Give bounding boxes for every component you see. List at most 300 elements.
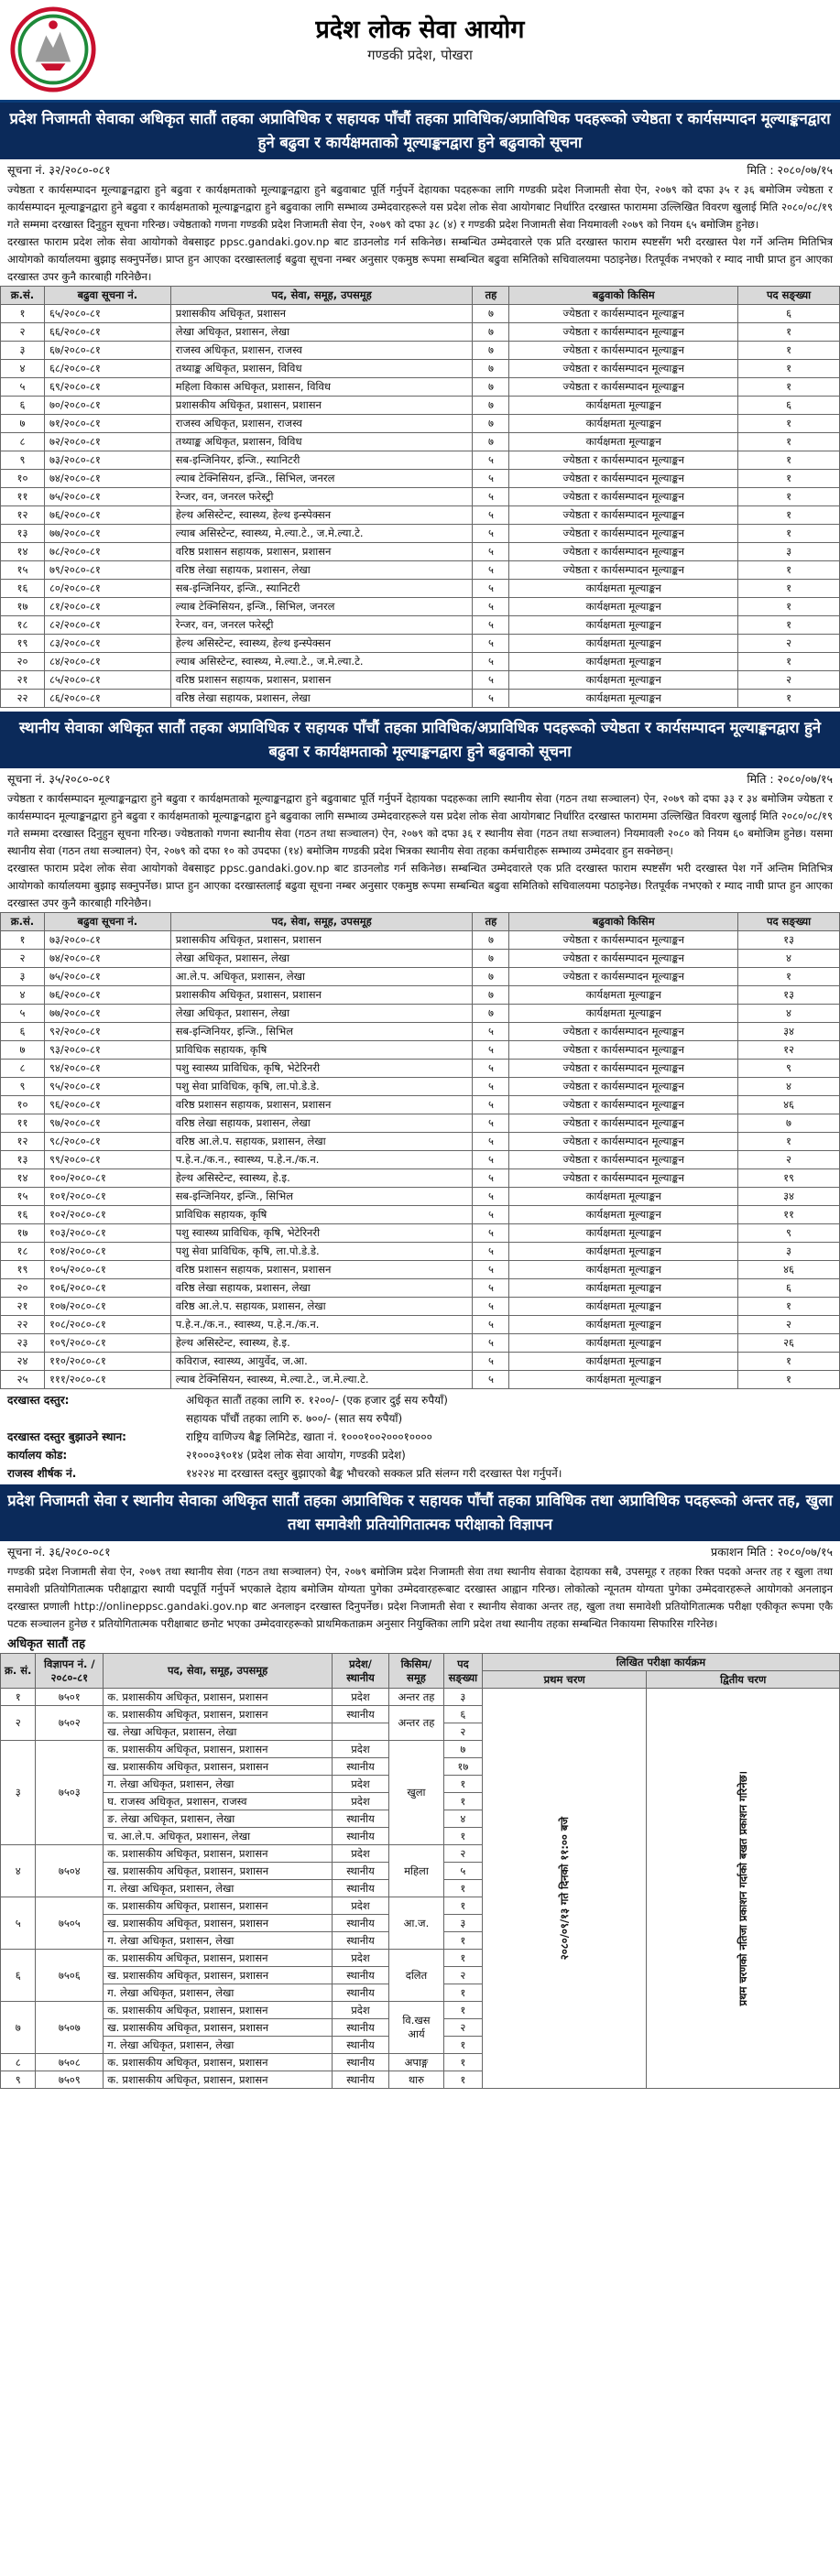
ad-count: ७ (443, 1741, 482, 1758)
fee-label: राजस्व शीर्षक नं. (7, 1467, 77, 1480)
table-cell: १७ (1, 598, 45, 616)
table-row (1, 1023, 840, 1041)
table-cell: ४ (1, 986, 45, 1005)
table-cell: ज्येष्ठता र कार्यसम्पादन मूल्याङ्कन (509, 506, 738, 525)
table-row (1, 1114, 840, 1133)
table-row (1, 360, 840, 378)
section1-table (0, 286, 840, 708)
column-header: तह (473, 913, 509, 931)
table-row (1, 950, 840, 968)
section1-notice-no: सूचना नं. ३२/२०८०-०८१ (7, 163, 111, 177)
table-cell: ज्येष्ठता र कार्यसम्पादन मूल्याङ्कन (509, 378, 738, 397)
ad-count: १ (443, 1984, 482, 2002)
table-cell: १ (738, 690, 840, 708)
table-cell: ५ (473, 1151, 509, 1169)
table-cell: १ (738, 360, 840, 378)
ad-type: स्थानीय (333, 1863, 389, 1880)
table-cell: १३ (738, 986, 840, 1005)
section3-date: प्रकाशन मिति : २०८०/०७/१५ (710, 1545, 833, 1559)
table-cell: वरिष्ठ प्रशासन सहायक, प्रशासन, प्रशासन (170, 1096, 473, 1114)
ad-sn: ४ (1, 1845, 36, 1897)
ad-post: क. प्रशासकीय अधिकृत, प्रशासन, प्रशासन (104, 1845, 333, 1863)
ad-number: ७५०७ (36, 2002, 104, 2054)
table-cell: तथ्याङ्क अधिकृत, प्रशासन, विविध (170, 433, 473, 451)
table-cell: १ (738, 580, 840, 598)
table-cell: २१ (1, 671, 45, 690)
table-cell: ज्येष्ठता र कार्यसम्पादन मूल्याङ्कन (509, 525, 738, 543)
ad-post: ख. लेखा अधिकृत, प्रशासन, लेखा (104, 1723, 333, 1741)
table-row (1, 488, 840, 506)
table-cell: २ (1, 323, 45, 342)
table-row (1, 1133, 840, 1151)
table-cell: ५ (473, 1169, 509, 1188)
ad-count: १ (443, 1880, 482, 1897)
table-cell: ७६/२०८०-८१ (44, 506, 170, 525)
table-cell: १४ (1, 543, 45, 561)
table-cell: ५ (473, 653, 509, 671)
table-cell: ७ (473, 1005, 509, 1023)
ad-kind: अन्तर तह (388, 1689, 443, 1706)
table-cell: ५ (1, 1005, 45, 1023)
table-cell: २० (1, 1279, 45, 1298)
table-cell: ५ (473, 690, 509, 708)
fee-value: सहायक पाँचौं तहका लागि रु. ७००/- (सात सय रुपैयाँ) (186, 1412, 403, 1425)
table-cell: २५ (1, 1371, 45, 1389)
table-cell: १ (738, 323, 840, 342)
table-cell: सब-इन्जिनियर, इन्जि., स्यानिटरी (170, 451, 473, 470)
table-cell: वरिष्ठ प्रशासन सहायक, प्रशासन, प्रशासन (170, 671, 473, 690)
ad-kind: खुला (388, 1741, 443, 1845)
table-cell: ५ (473, 1316, 509, 1334)
section3-notice-row (0, 1541, 840, 1563)
table-cell: ५ (473, 1206, 509, 1224)
ad-row (1, 1689, 840, 1706)
table-cell: ७१/२०८०-८१ (44, 415, 170, 433)
table-cell: ३४ (738, 1188, 840, 1206)
table-cell: ५ (473, 451, 509, 470)
table-cell: २ (738, 1316, 840, 1334)
ad-type: स्थानीय (333, 1880, 389, 1897)
table-cell: १८ (1, 616, 45, 635)
table-cell: ४ (738, 1005, 840, 1023)
column-header: बढुवा सूचना नं. (44, 287, 170, 305)
table-cell: १ (738, 433, 840, 451)
header-phase2: द्वितीय चरण (647, 1671, 840, 1689)
table-cell: ज्येष्ठता र कार्यसम्पादन मूल्याङ्कन (509, 305, 738, 323)
table-cell: प.हे.न./क.न., स्वास्थ्य, प.हे.न./क.न. (170, 1316, 473, 1334)
column-header: पद सङ्ख्या (738, 913, 840, 931)
column-header: पद, सेवा, समूह, उपसमूह (170, 287, 473, 305)
ad-kind: अपाङ्ग (388, 2054, 443, 2071)
table-cell: १ (1, 305, 45, 323)
commission-location: गण्डकी प्रदेश, पोखरा (367, 47, 473, 63)
table-cell: ७ (1, 1041, 45, 1060)
table-cell: १३ (1, 525, 45, 543)
table-cell: ५ (473, 1096, 509, 1114)
ad-post: क. प्रशासकीय अधिकृत, प्रशासन, प्रशासन (104, 2054, 333, 2071)
ad-type: प्रदेश (333, 1776, 389, 1793)
table-cell: ५ (473, 470, 509, 488)
ad-sn: ९ (1, 2071, 36, 2089)
table-cell: रेन्जर, वन, जनरल फरेस्ट्री (170, 616, 473, 635)
table-cell: १० (1, 1096, 45, 1114)
fee-row (7, 1428, 833, 1446)
ad-post: ग. लेखा अधिकृत, प्रशासन, लेखा (104, 1880, 333, 1897)
ad-sn: ५ (1, 1897, 36, 1950)
table-cell: ११०/२०८०-८१ (44, 1353, 170, 1371)
fee-value: २१०००३९०१४ (प्रदेश लोक सेवा आयोग, गण्डकी प्रदेश) (186, 1449, 406, 1462)
ad-count: २ (443, 1845, 482, 1863)
table-cell: हेल्थ असिस्टेन्ट, स्वास्थ्य, हेल्थ इन्स्पेक्सन (170, 635, 473, 653)
table-cell: कविराज, स्वास्थ्य, आयुर्वेद, ज.आ. (170, 1353, 473, 1371)
table-cell: ५ (473, 488, 509, 506)
ad-kind: अन्तर तह (388, 1706, 443, 1741)
table-cell: हेल्थ असिस्टेन्ट, स्वास्थ्य, हे.इ. (170, 1334, 473, 1353)
table-row (1, 671, 840, 690)
table-cell: ५ (473, 616, 509, 635)
table-cell: ८६/२०८०-८१ (44, 690, 170, 708)
table-cell: ५ (473, 1188, 509, 1206)
table-cell: कार्यक्षमता मूल्याङ्कन (509, 1206, 738, 1224)
table-row (1, 580, 840, 598)
section3-notice-no: सूचना नं. ३६/२०८०-०८१ (7, 1545, 111, 1559)
table-cell: ज्येष्ठता र कार्यसम्पादन मूल्याङ्कन (509, 543, 738, 561)
table-cell: प.हे.न./क.न., स्वास्थ्य, प.हे.न./क.न. (170, 1151, 473, 1169)
table-cell: १२ (1, 506, 45, 525)
table-cell: ल्याब टेक्निसियन, स्वास्थ्य, मे.ल्या.टे., ज.मे.ल्या.टे. (170, 1371, 473, 1389)
table-cell: ५ (473, 1261, 509, 1279)
table-cell: १ (738, 378, 840, 397)
table-cell: वरिष्ठ आ.ले.प. सहायक, प्रशासन, लेखा (170, 1298, 473, 1316)
table-cell: २२ (1, 1316, 45, 1334)
table-cell: १०७/२०८०-८१ (44, 1298, 170, 1316)
column-header: बढुवा सूचना नं. (44, 913, 170, 931)
table-cell: १ (738, 1298, 840, 1316)
ad-post: ख. प्रशासकीय अधिकृत, प्रशासन, प्रशासन (104, 1915, 333, 1932)
table-cell: आ.ले.प. अधिकृत, प्रशासन, लेखा (170, 968, 473, 986)
ad-post: क. प्रशासकीय अधिकृत, प्रशासन, प्रशासन (104, 1706, 333, 1723)
exam-phase1-text: २०८०/०९/१३ गते दिनको ११:०० बजे (557, 1816, 571, 1961)
header-ad-no: विज्ञापन नं. /२०८०-८१ (36, 1654, 104, 1689)
table-cell: ७५/२०८०-८१ (44, 488, 170, 506)
table-cell: वरिष्ठ लेखा सहायक, प्रशासन, लेखा (170, 561, 473, 580)
table-cell: ३ (1, 968, 45, 986)
table-cell: १२ (738, 1041, 840, 1060)
ad-type: प्रदेश (333, 1845, 389, 1863)
table-row (1, 1353, 840, 1371)
table-cell: १७ (1, 1224, 45, 1243)
table-cell: कार्यक्षमता मूल्याङ्कन (509, 1353, 738, 1371)
ad-type: स्थानीय (333, 1984, 389, 2002)
ad-post: ख. प्रशासकीय अधिकृत, प्रशासन, प्रशासन (104, 2019, 333, 2037)
table-cell: ५ (473, 1224, 509, 1243)
table-cell: ५ (473, 1114, 509, 1133)
table-row (1, 931, 840, 950)
table-cell: १३ (738, 931, 840, 950)
table-cell: लेखा अधिकृत, प्रशासन, लेखा (170, 950, 473, 968)
table-cell: ५ (473, 1334, 509, 1353)
table-cell: ५ (473, 1353, 509, 1371)
fee-info (0, 1389, 840, 1484)
ad-count: १७ (443, 1758, 482, 1776)
table-cell: ६५/२०८०-८१ (44, 305, 170, 323)
table-cell: २० (1, 653, 45, 671)
table-cell: ७८/२०८०-८१ (44, 543, 170, 561)
table-cell: वरिष्ठ प्रशासन सहायक, प्रशासन, प्रशासन (170, 1261, 473, 1279)
exam-phase2-cell (647, 1689, 840, 2089)
table-cell: ७९/२०८०-८१ (44, 561, 170, 580)
ad-post: ख. प्रशासकीय अधिकृत, प्रशासन, प्रशासन (104, 1863, 333, 1880)
ad-type: प्रदेश (333, 1897, 389, 1915)
header-exam: लिखित परीक्षा कार्यक्रम (482, 1654, 839, 1671)
section1-para2: दरखास्त फाराम प्रदेश लोक सेवा आयोगको वेबसाइट ppsc.gandaki.gov.np बाट डाउनलोड गर्न सकिनेछ। सम्बन्धित उम्मेदवारले एक प्रति दरखास्त फाराम स्पष्टसँग भरी दरखास्त पेश गर्ने अन्तिम मितिभित्र आयोगको कार्यालयमा बुझाइ सक्नुपर्नेछ। प्राप्त हुन आएका दरखास्तलाई बढुवा सूचना नम्बर अनुसार एकमुष्ठ रूपमा सम्बन्धित बढुवा समितिको सचिवालयमा पठाइनेछ। रितपूर्वक नभएको र म्याद नाघी प्राप्त हुन आएका दरखास्त उपर कुनै कारबाही गरिनेछैन। (7, 235, 833, 283)
table-cell: कार्यक्षमता मूल्याङ्कन (509, 1005, 738, 1023)
table-cell: वरिष्ठ आ.ले.प. सहायक, प्रशासन, लेखा (170, 1133, 473, 1151)
ad-kind: आ.ज. (388, 1897, 443, 1950)
table-row (1, 397, 840, 415)
table-cell: कार्यक्षमता मूल्याङ्कन (509, 1243, 738, 1261)
ad-sn: ८ (1, 2054, 36, 2071)
ad-type: स्थानीय (333, 2037, 389, 2054)
table-cell: रेन्जर, वन, जनरल फरेस्ट्री (170, 488, 473, 506)
table-cell: लेखा अधिकृत, प्रशासन, लेखा (170, 323, 473, 342)
fee-row (7, 1391, 833, 1409)
table-row (1, 1188, 840, 1206)
table-cell: २२ (1, 690, 45, 708)
table-row (1, 378, 840, 397)
table-cell: ९ (1, 1078, 45, 1096)
fee-row (7, 1446, 833, 1464)
ad-kind: वि.खस आर्य (388, 2002, 443, 2054)
table-cell: १ (738, 1371, 840, 1389)
table-cell: १५ (1, 1188, 45, 1206)
section3-banner: प्रदेश निजामती सेवा र स्थानीय सेवाका अधिकृत सातौं तहका अप्राविधिक र सहायक पाँचौं तहका प्राविधिक तथा अप्राविधिक पदहरूको अन्तर तह, खुला तथा समावेशी प्रतियोगितात्मक परीक्षाको विज्ञापन (0, 1484, 840, 1541)
table-cell: ५ (473, 506, 509, 525)
ad-sn: २ (1, 1706, 36, 1741)
ad-count: ५ (443, 1863, 482, 1880)
table-row (1, 1169, 840, 1188)
section2-date: मिति : २०८०/०७/१५ (747, 772, 833, 786)
ad-number: ७५०६ (36, 1950, 104, 2002)
table-cell: लेखा अधिकृत, प्रशासन, लेखा (170, 1005, 473, 1023)
table-cell: १ (738, 1353, 840, 1371)
table-cell: १००/२०८०-८१ (44, 1169, 170, 1188)
ad-number: ७५०३ (36, 1741, 104, 1845)
table-cell: ज्येष्ठता र कार्यसम्पादन मूल्याङ्कन (509, 931, 738, 950)
ad-post: क. प्रशासकीय अधिकृत, प्रशासन, प्रशासन (104, 1950, 333, 1967)
table-cell: १ (738, 561, 840, 580)
table-cell: १ (738, 1133, 840, 1151)
table-cell: ९ (1, 451, 45, 470)
table-cell: ७ (473, 360, 509, 378)
ad-type: स्थानीय (333, 2019, 389, 2037)
table-row (1, 451, 840, 470)
table-row (1, 1206, 840, 1224)
table-row (1, 968, 840, 986)
table-cell: ल्याब टेक्निसियन, इन्जि., सिभिल, जनरल (170, 470, 473, 488)
table-cell: ४६ (738, 1261, 840, 1279)
table-row (1, 986, 840, 1005)
table-cell: ३ (1, 342, 45, 360)
table-cell: ५ (473, 1060, 509, 1078)
header-post: पद, सेवा, समूह, उपसमूह (104, 1654, 333, 1689)
ad-sn: ६ (1, 1950, 36, 2002)
table-cell: ८ (1, 1060, 45, 1078)
exam-phase2-text: प्रथम चरणको नतिजा प्रकाशन गर्दाको बखत प्रकाशन गरिनेछ। (736, 1770, 749, 2006)
table-cell: ५ (473, 671, 509, 690)
table-cell: ८३/२०८०-८१ (44, 635, 170, 653)
table-cell: ९५/२०८०-८१ (44, 1078, 170, 1096)
table-cell: ११ (1, 488, 45, 506)
table-cell: प्राविधिक सहायक, कृषि (170, 1206, 473, 1224)
table-row (1, 1060, 840, 1078)
table-row (1, 653, 840, 671)
ad-type: स्थानीय (333, 1932, 389, 1950)
ad-count: १ (443, 2071, 482, 2089)
table-row (1, 1096, 840, 1114)
table-row (1, 506, 840, 525)
ad-type: स्थानीय (333, 1967, 389, 1984)
table-cell: १ (738, 415, 840, 433)
table-cell: ७ (473, 342, 509, 360)
ad-type: स्थानीय (333, 2054, 389, 2071)
table-cell: कार्यक्षमता मूल्याङ्कन (509, 653, 738, 671)
table-cell: ६७/२०८०-८१ (44, 342, 170, 360)
table-cell: १५ (1, 561, 45, 580)
table-cell: ज्येष्ठता र कार्यसम्पादन मूल्याङ्कन (509, 488, 738, 506)
table-cell: ७ (473, 986, 509, 1005)
table-cell: प्रशासकीय अधिकृत, प्रशासन, प्रशासन (170, 397, 473, 415)
table-row (1, 1279, 840, 1298)
table-row (1, 1078, 840, 1096)
table-cell: ६९/२०८०-८१ (44, 378, 170, 397)
table-cell: ८५/२०८०-८१ (44, 671, 170, 690)
table-cell: ११ (738, 1206, 840, 1224)
ad-post: ङ. लेखा अधिकृत, प्रशासन, लेखा (104, 1810, 333, 1828)
table-row (1, 305, 840, 323)
table-cell: ज्येष्ठता र कार्यसम्पादन मूल्याङ्कन (509, 1060, 738, 1078)
table-cell: सब-इन्जिनियर, इन्जि., सिभिल (170, 1023, 473, 1041)
table-cell: ७ (473, 378, 509, 397)
table-cell: ७७/२०८०-८१ (44, 525, 170, 543)
table-row (1, 525, 840, 543)
table-cell: ७७/२०८०-८१ (44, 1005, 170, 1023)
table-cell: ९६/२०८०-८१ (44, 1096, 170, 1114)
table-row (1, 635, 840, 653)
table-cell: १०१/२०८०-८१ (44, 1188, 170, 1206)
ad-post: ग. लेखा अधिकृत, प्रशासन, लेखा (104, 1776, 333, 1793)
ad-count: १ (443, 1950, 482, 1967)
section2-header-row (1, 913, 840, 931)
table-cell: प्रशासकीय अधिकृत, प्रशासन (170, 305, 473, 323)
table-cell: कार्यक्षमता मूल्याङ्कन (509, 1371, 738, 1389)
table-cell: ७०/२०८०-८१ (44, 397, 170, 415)
table-cell: २६ (738, 1334, 840, 1353)
ad-post: ख. प्रशासकीय अधिकृत, प्रशासन, प्रशासन (104, 1758, 333, 1776)
table-cell: २४ (1, 1353, 45, 1371)
table-cell: ३ (738, 1243, 840, 1261)
table-row (1, 543, 840, 561)
table-cell: कार्यक्षमता मूल्याङ्कन (509, 1334, 738, 1353)
table-row (1, 1005, 840, 1023)
table-cell: ५ (473, 1371, 509, 1389)
table-cell: ६ (738, 1279, 840, 1298)
ad-number: ७५०५ (36, 1897, 104, 1950)
ad-number: ७५०४ (36, 1845, 104, 1897)
column-header: बढुवाको किसिम (509, 913, 738, 931)
table-cell: महिला विकास अधिकृत, प्रशासन, विविध (170, 378, 473, 397)
table-cell: वरिष्ठ प्रशासन सहायक, प्रशासन, प्रशासन (170, 543, 473, 561)
table-cell: ज्येष्ठता र कार्यसम्पादन मूल्याङ्कन (509, 1133, 738, 1151)
table-cell: ७५/२०८०-८१ (44, 968, 170, 986)
table-cell: ८१/२०८०-८१ (44, 598, 170, 616)
table-cell: कार्यक्षमता मूल्याङ्कन (509, 415, 738, 433)
table-cell: ९ (738, 1224, 840, 1243)
ad-type: स्थानीय (333, 2071, 389, 2089)
table-cell: सब-इन्जिनियर, इन्जि., स्यानिटरी (170, 580, 473, 598)
ad-sn: ७ (1, 2002, 36, 2054)
table-cell: ८०/२०८०-८१ (44, 580, 170, 598)
table-cell: ज्येष्ठता र कार्यसम्पादन मूल्याङ्कन (509, 1151, 738, 1169)
fee-value: अधिकृत सातौं तहका लागि रु. १२००/- (एक हजार दुई सय रुपैयाँ) (186, 1394, 448, 1407)
table-cell: कार्यक्षमता मूल्याङ्कन (509, 580, 738, 598)
table-cell: १ (738, 653, 840, 671)
table-cell: १ (738, 598, 840, 616)
table-cell: ८ (1, 433, 45, 451)
table-cell: ७४/२०८०-८१ (44, 470, 170, 488)
ad-post: ग. लेखा अधिकृत, प्रशासन, लेखा (104, 2037, 333, 2054)
section1-date: मिति : २०८०/०७/१५ (747, 163, 833, 177)
column-header: क्र.सं. (1, 913, 45, 931)
ad-post: क. प्रशासकीय अधिकृत, प्रशासन, प्रशासन (104, 1689, 333, 1706)
table-cell: पशु स्वास्थ्य प्राविधिक, कृषि, भेटेरिनरी (170, 1060, 473, 1078)
table-cell: २ (738, 1151, 840, 1169)
fee-row (7, 1464, 833, 1483)
ad-type: स्थानीय (333, 1828, 389, 1845)
table-row (1, 598, 840, 616)
table-cell: ल्याब असिस्टेन्ट, स्वास्थ्य, मे.ल्या.टे., ज.मे.ल्या.टे. (170, 525, 473, 543)
table-cell: ज्येष्ठता र कार्यसम्पादन मूल्याङ्कन (509, 1023, 738, 1041)
table-cell: ९ (738, 1060, 840, 1078)
section2-para1: ज्येष्ठता र कार्यसम्पादन मूल्याङ्कनद्वारा हुने बढुवा र कार्यक्षमताको मूल्याङ्कनद्वारा हुने बढुवाबाट पूर्ति गर्नुपर्ने देहायका पदहरूका लागि स्थानीय सेवा (गठन तथा सञ्चालन) ऐन, २०७९ को दफा ३३ र ३४ बमोजिम ज्येष्ठता र कार्यसम्पादन मूल्याङ्कनद्वारा हुने बढुवा र कार्यक्षमताको मूल्याङ्कनद्वारा हुने बढुवाका लागि सम्भाव्य उम्मेदवारहरूले यस प्रदेश लोक सेवा आयोगबाट निर्धारित दरखास्त फाराममा उल्लिखित विवरण खुलाई मिति २०८०/०८/१९ गते सम्ममा दरखास्त दिनुहुन सूचना गरिन्छ। ज्येष्ठताको गणना स्थानीय सेवा (गठन तथा सञ्चालन) ऐन, २०७९ को दफा ३६ र स्थानीय सेवा (गठन तथा सञ्चालन) नियमावली २०८० को नियम ६० बमोजिम हुनेछ। यसमा स्थानीय सेवा (गठन तथा सञ्चालन) ऐन, २०७९ को दफा १० को उपदफा (१४) बमोजिम गण्डकी प्रदेश भित्रका स्थानीय सेवा तहका कर्मचारीहरू सम्भाव्य उम्मेदवार हुन सक्नेछन्। (7, 792, 833, 857)
table-cell: कार्यक्षमता मूल्याङ्कन (509, 616, 738, 635)
table-cell: कार्यक्षमता मूल्याङ्कन (509, 1224, 738, 1243)
ad-count: २ (443, 1967, 482, 1984)
table-cell: ज्येष्ठता र कार्यसम्पादन मूल्याङ्कन (509, 342, 738, 360)
ad-count: १ (443, 1828, 482, 1845)
section3-table-title: अधिकृत सातौं तह (7, 1637, 85, 1651)
table-cell: ७४/२०८०-८१ (44, 950, 170, 968)
ad-count: १ (443, 2002, 482, 2019)
header-phase1: प्रथम चरण (482, 1671, 647, 1689)
table-cell: १६ (1, 1206, 45, 1224)
table-row (1, 1151, 840, 1169)
table-cell: प्रशासकीय अधिकृत, प्रशासन, प्रशासन (170, 986, 473, 1005)
table-cell: ७६/२०८०-८१ (44, 986, 170, 1005)
ad-post: ग. लेखा अधिकृत, प्रशासन, लेखा (104, 1932, 333, 1950)
column-header: पद, सेवा, समूह, उपसमूह (170, 913, 473, 931)
table-cell: ७ (738, 1114, 840, 1133)
fee-value: १४२२४ मा दरखास्त दस्तुर बुझाएको बैङ्क भौचरको सक्कल प्रति संलग्न गरी दरखास्त पेश गर्नुपर्ने। (186, 1467, 562, 1480)
table-cell: ९९/२०८०-८१ (44, 1151, 170, 1169)
table-cell: ५ (473, 543, 509, 561)
table-cell: १९ (738, 1169, 840, 1188)
ad-post: च. आ.ले.प. अधिकृत, प्रशासन, लेखा (104, 1828, 333, 1845)
ad-kind: दलित (388, 1950, 443, 2002)
table-cell: ४ (738, 950, 840, 968)
table-cell: ७२/२०८०-८१ (44, 433, 170, 451)
ad-type: स्थानीय (333, 1706, 389, 1723)
